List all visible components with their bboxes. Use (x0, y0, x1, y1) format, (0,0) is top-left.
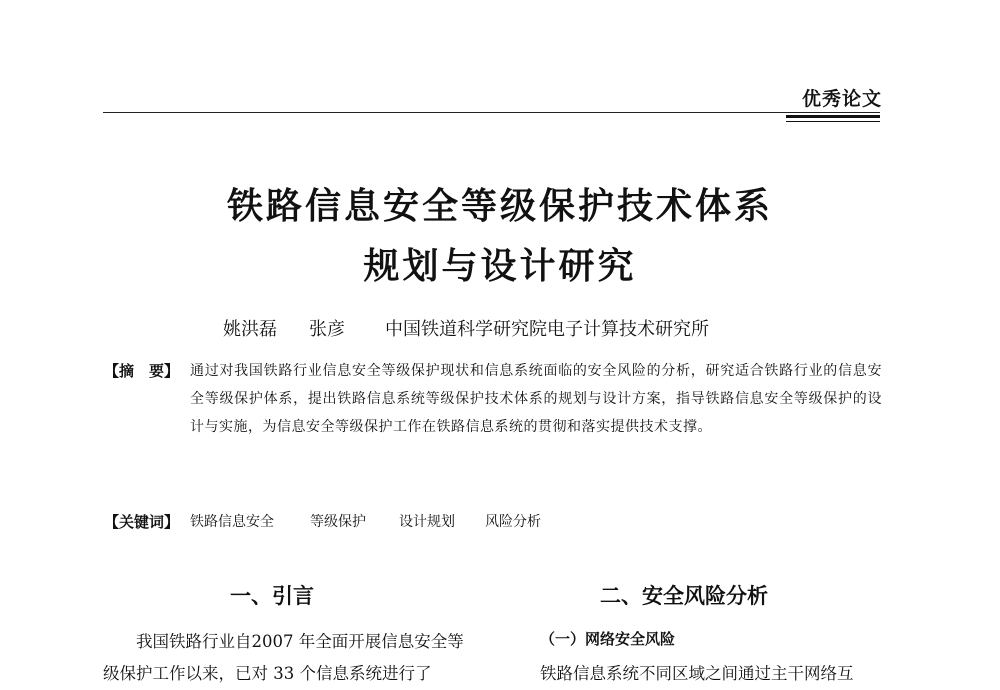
abstract-label: 【摘 要】 (104, 362, 180, 380)
subsection-heading-network-risk: （一）网络安全风险 (540, 630, 676, 648)
keywords-label: 【关键词】 (104, 513, 180, 531)
keyword: 铁路信息安全 (190, 514, 274, 530)
author-name: 张彦 (309, 319, 345, 340)
keyword: 设计规划 (399, 514, 455, 530)
article-title-line-1: 铁路信息安全等级保护技术体系 (226, 186, 773, 227)
section-heading-introduction: 一、引言 (230, 584, 314, 608)
section-label: 优秀论文 (801, 88, 882, 110)
section-heading-risk-analysis: 二、安全风险分析 (600, 584, 768, 608)
author-affiliation: 中国铁道科学研究院电子计算技术研究所 (385, 319, 709, 340)
article-title-line-2: 规划与设计研究 (363, 246, 637, 287)
author-name: 姚洪磊 (223, 319, 277, 340)
header-accent-bar (786, 115, 880, 118)
risk-analysis-text: 铁路信息系统不同区域之间通过主干网络互 (540, 664, 854, 683)
header-accent-line (786, 121, 880, 122)
abstract-text: 通过对我国铁路行业信息安全等级保护现状和信息系统面临的安全风险的分析，研究适合铁路行业的信息安全等级保护体系，提出铁路信息系统等级保护技术体系的规划与设计方案，指导铁路信息安全等级保护的设计与实施，为信息安全等级保护工作在铁路信息系统的贯彻和落实提供技术支撑。 (190, 363, 882, 435)
keyword: 等级保护 (310, 514, 366, 530)
header-rule (103, 112, 880, 113)
keyword: 风险分析 (485, 514, 541, 530)
introduction-text: 我国铁路行业自2007 年全面开展信息安全等级保护工作以来，已对 33 个信息系统进行了 (103, 632, 464, 683)
